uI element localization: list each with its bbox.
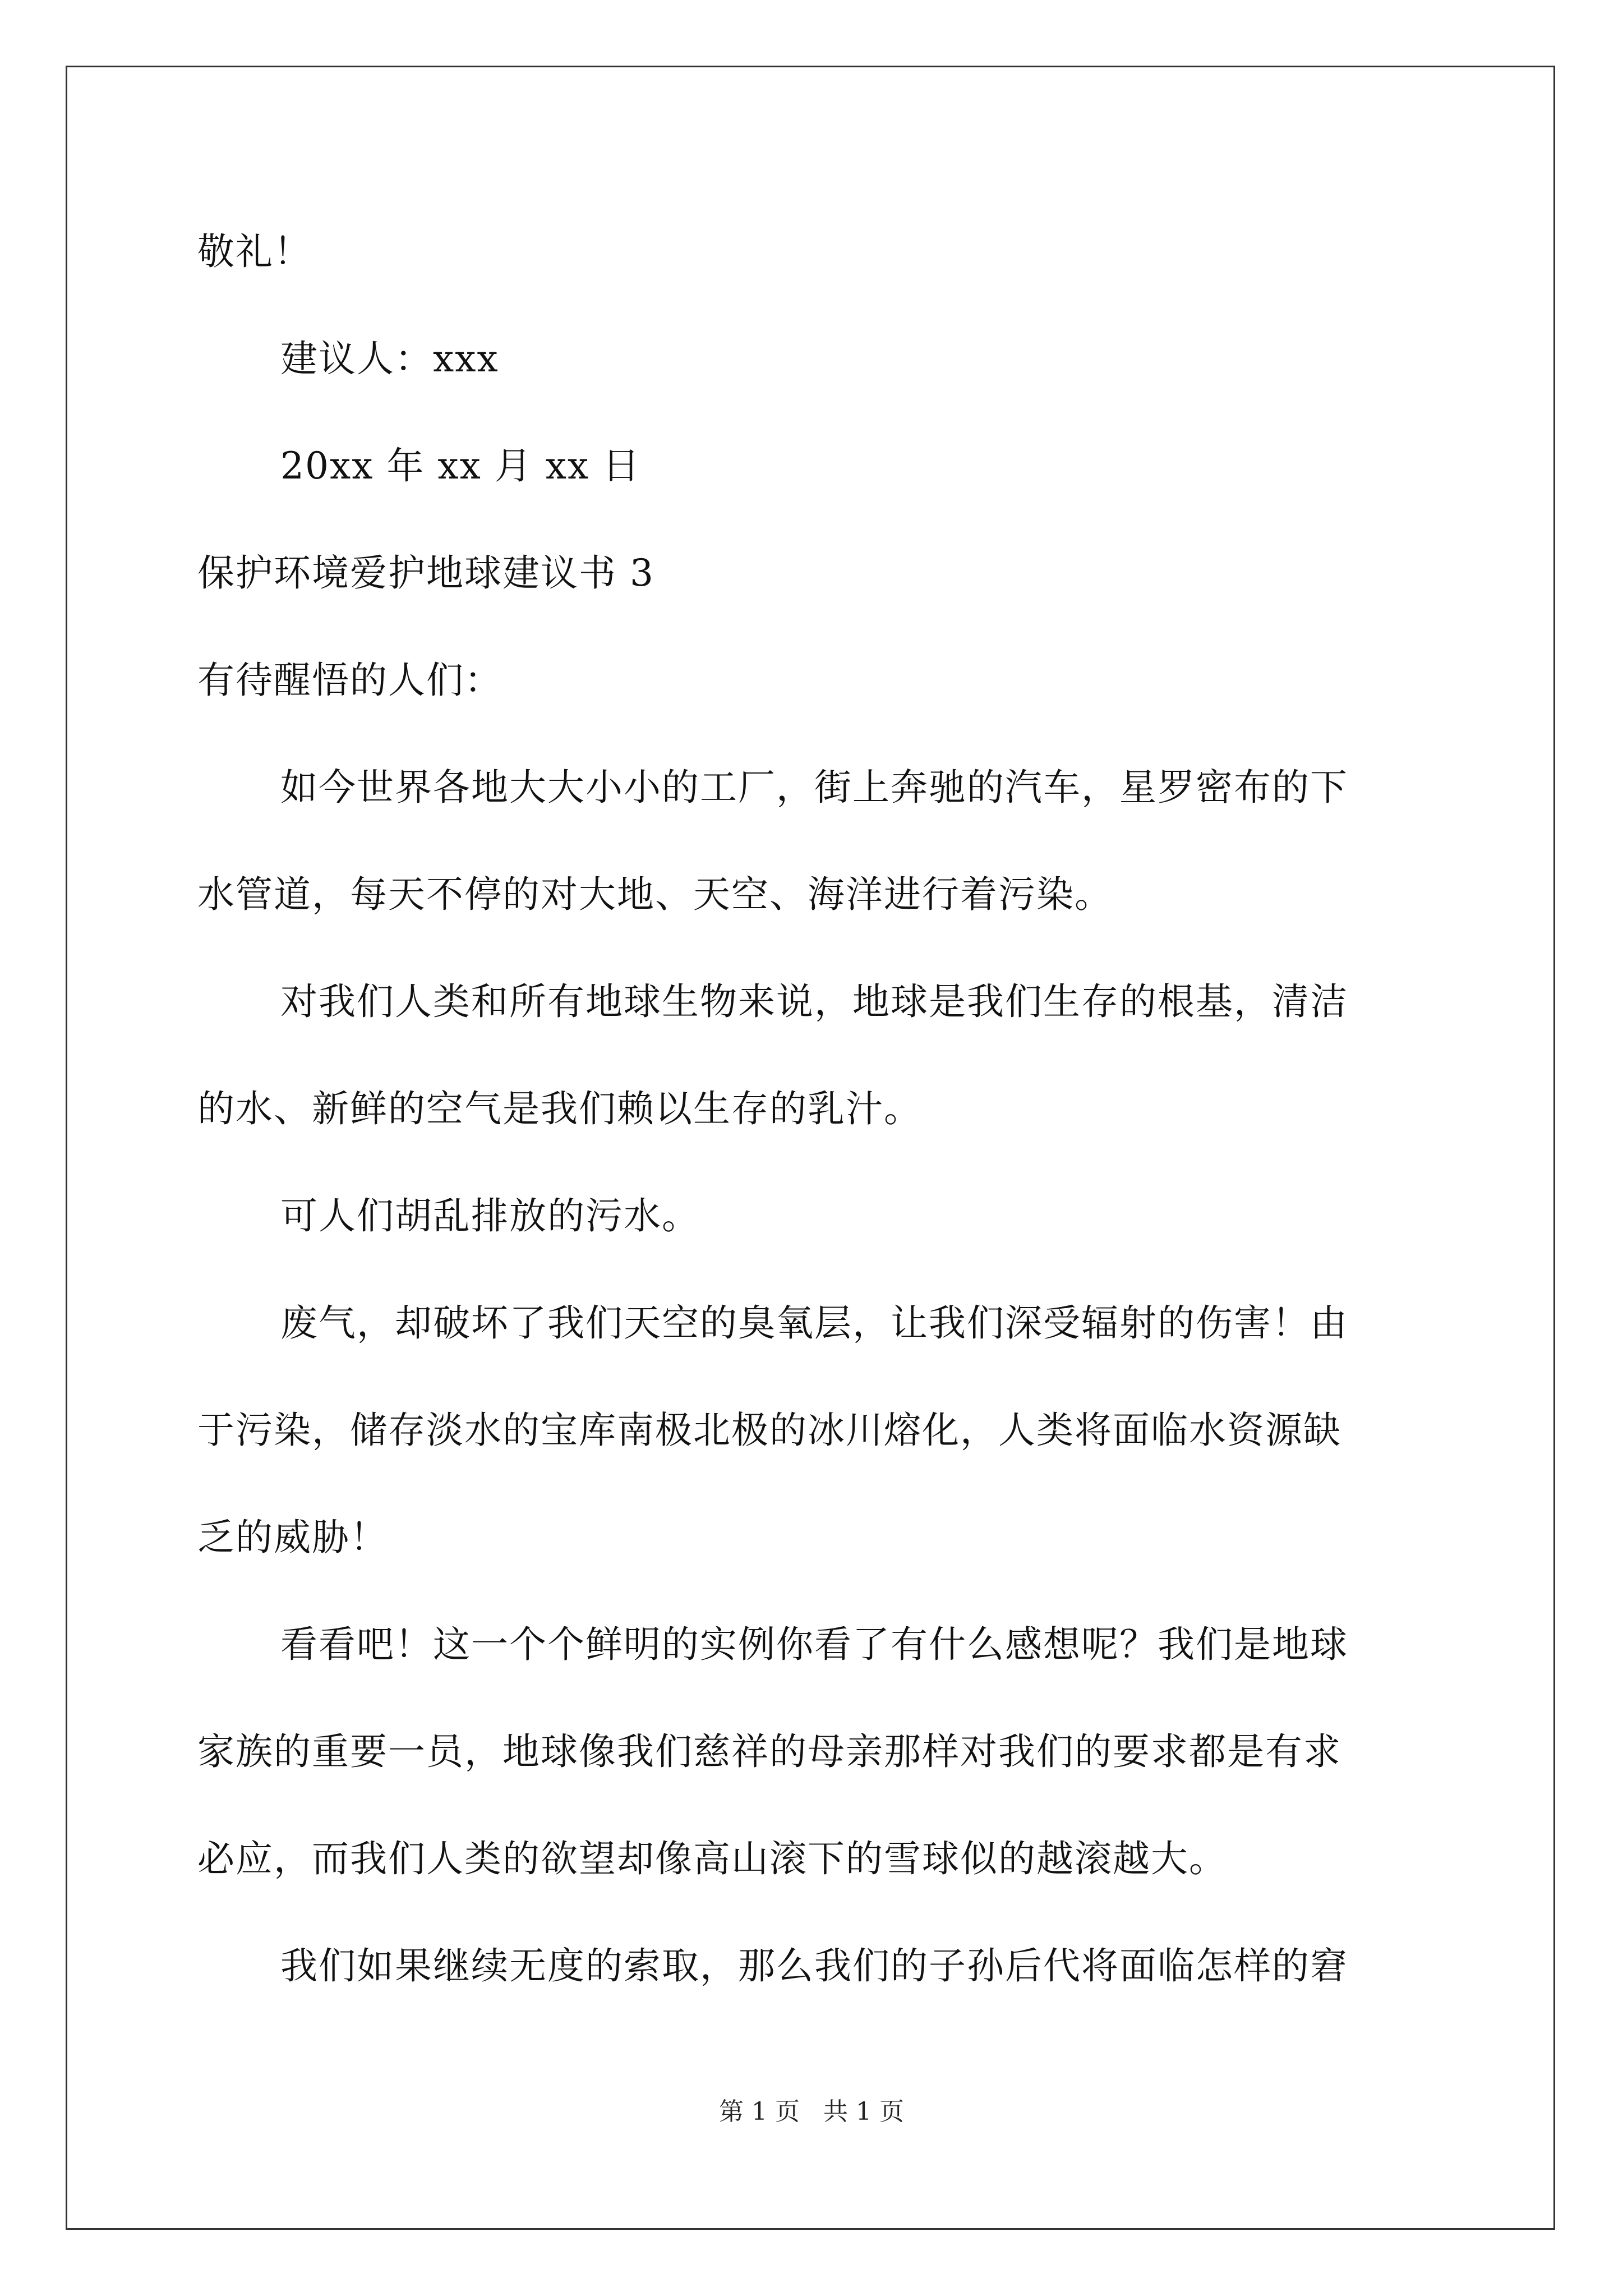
- paragraph-1-line-1: 如今世界各地大大小小的工厂，街上奔驰的汽车，星罗密布的下: [280, 766, 1348, 809]
- page-total: 共 1 页: [823, 2097, 904, 2126]
- paragraph-2-line-2: 的水、新鲜的空气是我们赖以生存的乳汁。: [197, 1087, 922, 1130]
- paragraph-2-line-1: 对我们人类和所有地球生物来说，地球是我们生存的根基，清洁: [280, 980, 1348, 1023]
- signature-date: 20xx 年 xx 月 xx 日: [280, 444, 641, 487]
- section-title: 保护环境爱护地球建议书 3: [197, 551, 654, 595]
- paragraph-5-line-1: 看看吧！这一个个鲜明的实例你看了有什么感想呢？我们是地球: [280, 1623, 1348, 1666]
- paragraph-4-line-3: 乏的威胁！: [197, 1516, 388, 1559]
- paragraph-6-line-1: 我们如果继续无度的索取，那么我们的子孙后代将面临怎样的窘: [280, 1944, 1348, 1987]
- paragraph-5-line-2: 家族的重要一员，地球像我们慈祥的母亲那样对我们的要求都是有求: [197, 1730, 1341, 1773]
- closing-salutation: 敬礼！: [197, 230, 312, 273]
- greeting: 有待醒悟的人们：: [197, 659, 502, 702]
- signature-name: 建议人：xxx: [280, 337, 499, 380]
- page-border: [66, 66, 1555, 2230]
- paragraph-4-line-1: 废气，却破坏了我们天空的臭氧层，让我们深受辐射的伤害！由: [280, 1301, 1348, 1345]
- paragraph-4-line-2: 于污染，储存淡水的宝库南极北极的冰川熔化，人类将面临水资源缺: [197, 1409, 1341, 1452]
- paragraph-1-line-2: 水管道，每天不停的对大地、天空、海洋进行着污染。: [197, 873, 1113, 916]
- paragraph-3-line-1: 可人们胡乱排放的污水。: [280, 1194, 700, 1237]
- paragraph-5-line-3: 必应，而我们人类的欲望却像高山滚下的雪球似的越滚越大。: [197, 1837, 1227, 1880]
- page-footer: [0, 2091, 1623, 2127]
- page-number: 第 1 页: [719, 2097, 800, 2126]
